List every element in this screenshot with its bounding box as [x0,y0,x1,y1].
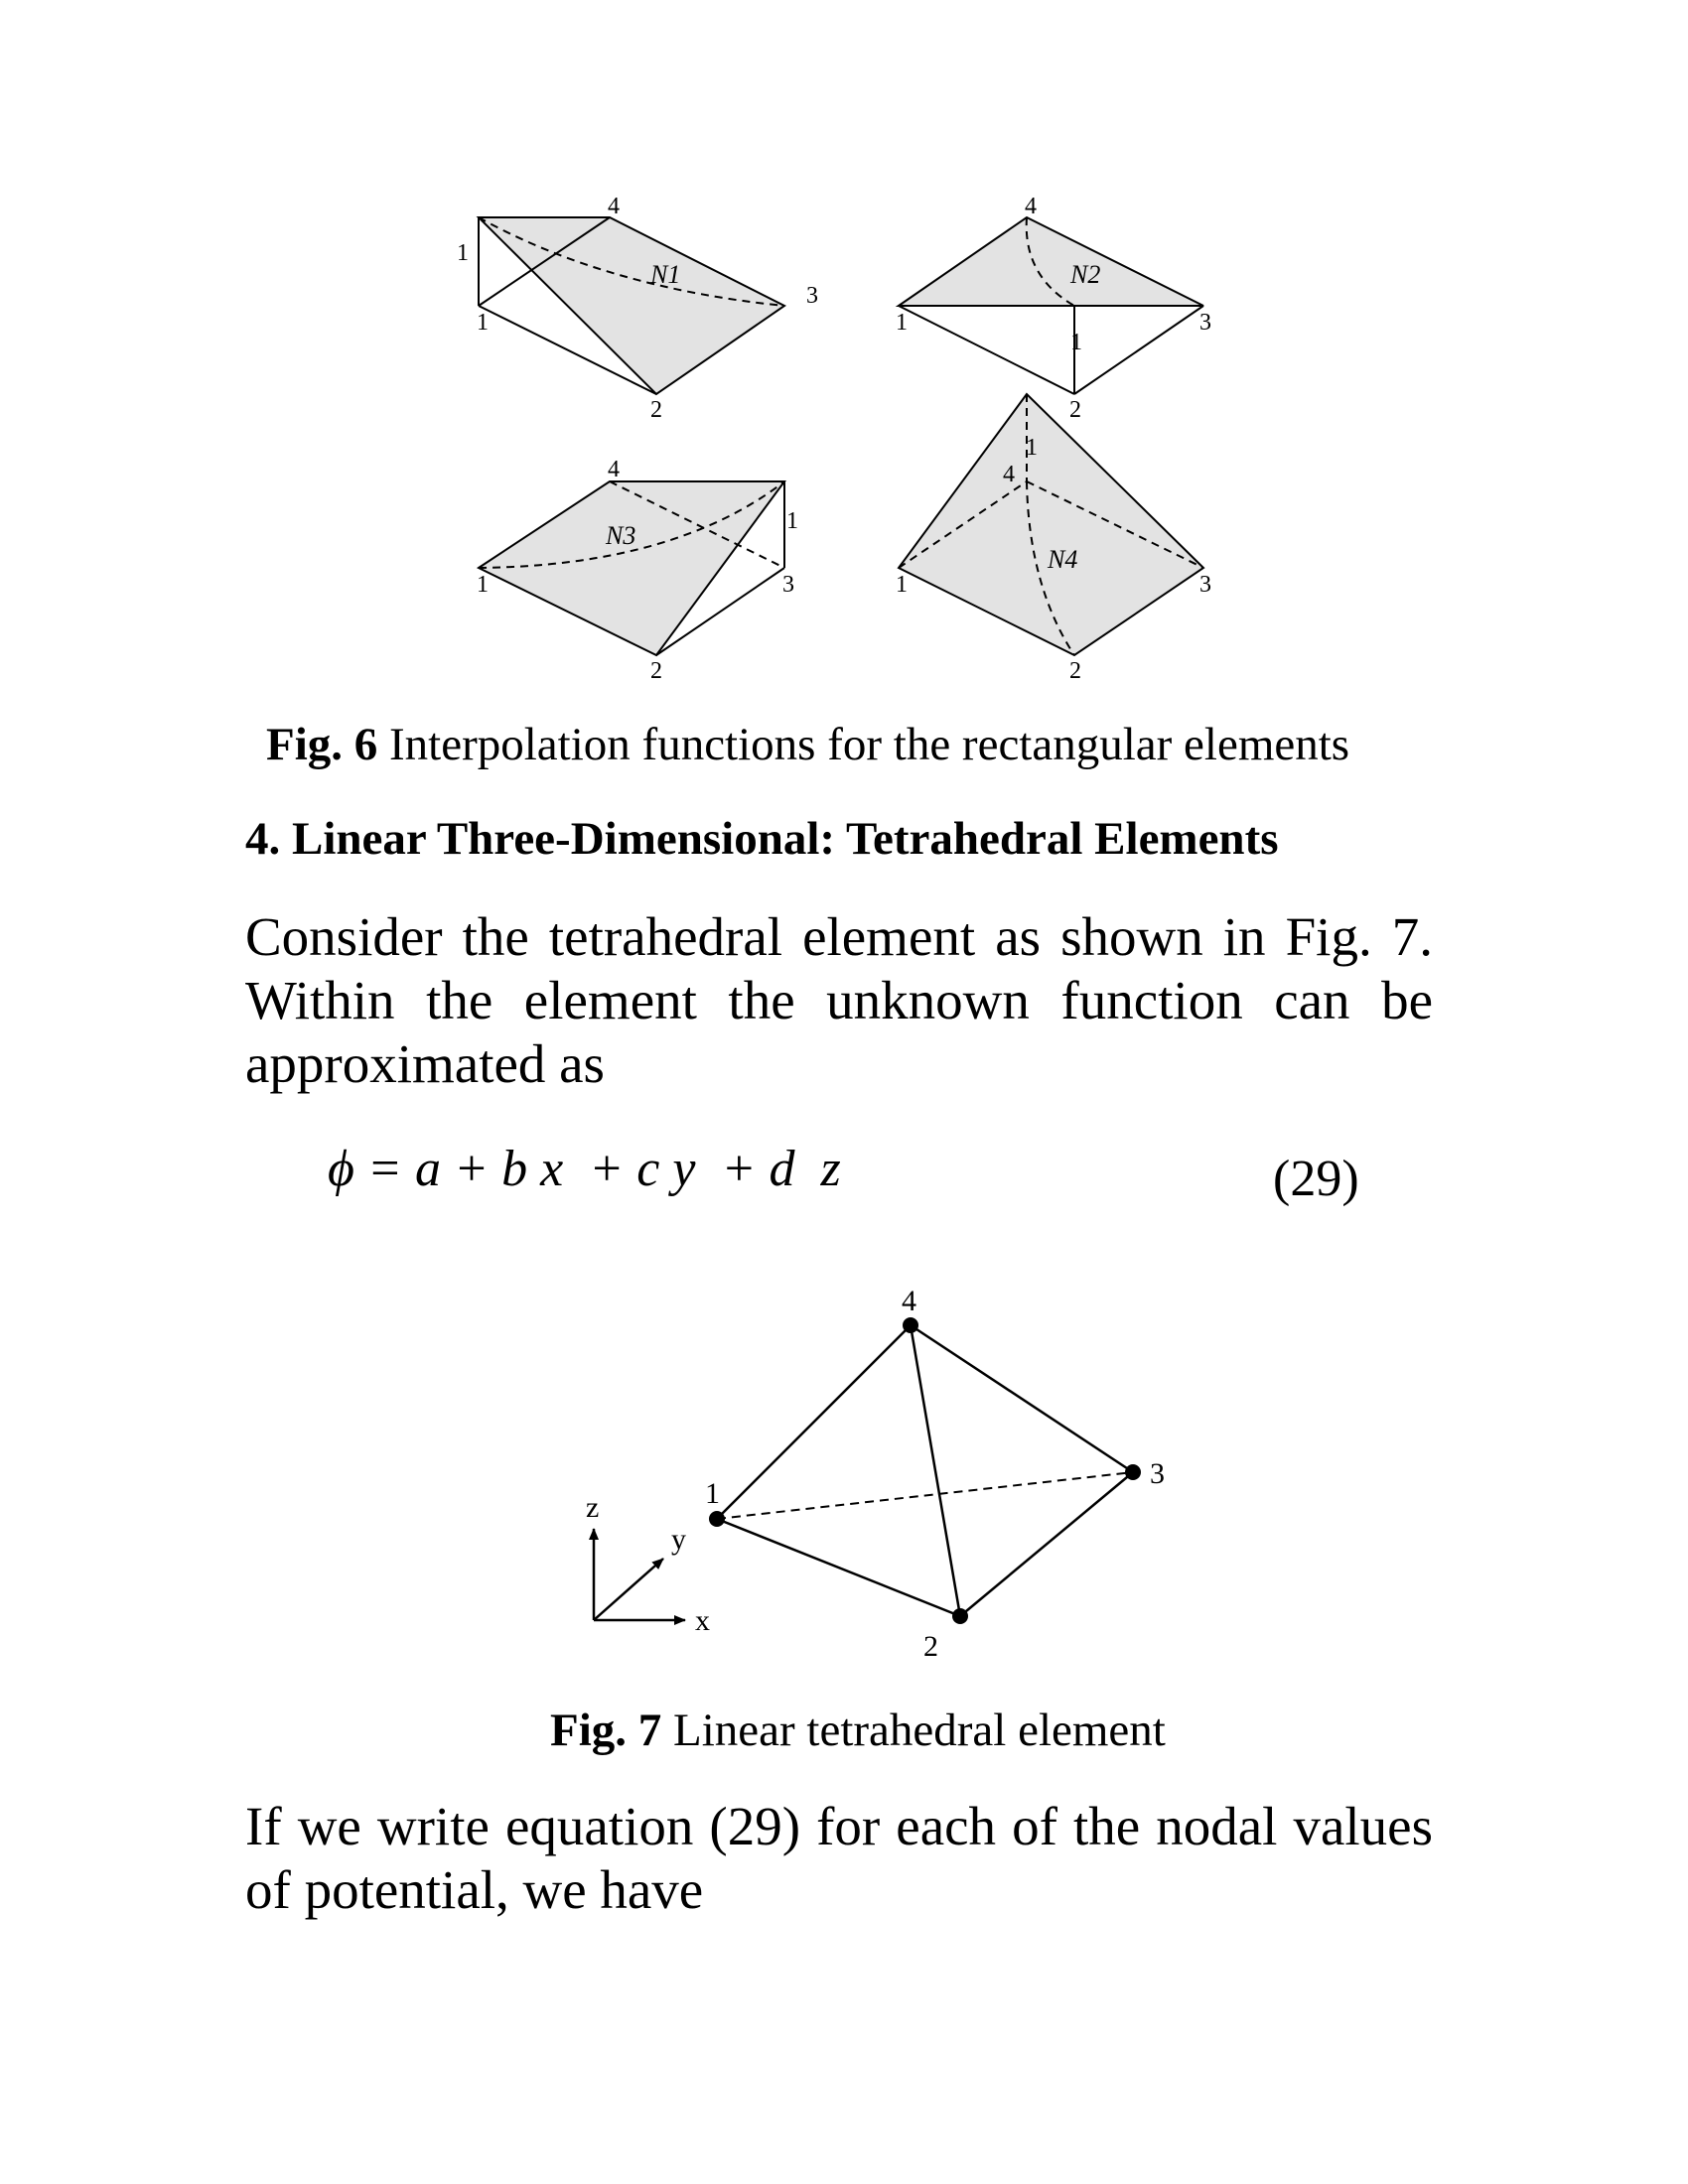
n1-label-1-height: 1 [457,240,469,266]
n4-label-1-height: 1 [1026,435,1038,461]
n2-edge [1074,306,1203,394]
n3-label-1-height: 1 [786,508,798,534]
axis-label-y: y [671,1523,686,1556]
n2-label-2: 2 [1069,397,1081,423]
node-2 [952,1608,968,1624]
n1-label-2: 2 [650,397,662,423]
n3-label-2: 2 [650,658,662,684]
equation-number: (29) [1273,1151,1359,1207]
tetra-edge-1-2 [717,1519,960,1616]
equation-29: ϕ = a + b x + c y + d z [328,1141,841,1197]
n2-function-label: N2 [1070,260,1101,289]
n2-label-1: 1 [896,310,908,336]
tetra-edge-2-3 [960,1472,1133,1616]
n1-shaded-face [479,217,784,394]
n1-function-label: N1 [650,260,681,289]
fig6-caption [266,717,1349,772]
n4-shaded-face [899,394,1203,655]
section-heading: 4. Linear Three-Dimensional: Tetrahedral Elements [245,813,1279,865]
fig7-caption [550,1703,1166,1758]
tetra-edge-4-3 [911,1325,1133,1472]
n1-label-4: 4 [608,194,620,219]
fig6-panel-n4 [896,394,1211,684]
n2-shaded-face [899,217,1203,306]
n2-label-4: 4 [1025,194,1037,219]
fig6-panel-n2 [896,194,1211,423]
n3-label-3: 3 [782,572,794,598]
fig6-panel-n1 [457,194,818,423]
node-1 [709,1511,725,1527]
n1-label-3: 3 [806,283,818,309]
paragraph-2: If we write equation (29) for each of the nodal values of potential, we have [245,1796,1433,1920]
axis-label-x: x [695,1604,710,1637]
n4-label-3: 3 [1199,572,1211,598]
paragraph-1: Consider the tetrahedral element as shown in Fig. 7. Within the element the unknown function can be approximated as [245,906,1433,1094]
fig7-caption-text: Linear tetrahedral element [661,1705,1166,1756]
n4-label-4: 4 [1003,462,1015,487]
y-axis-arrow [594,1559,663,1620]
n4-label-2: 2 [1069,658,1081,684]
n2-label-1-height: 1 [1070,330,1082,355]
fig6-diagram [437,189,1251,705]
n3-function-label: N3 [606,521,636,550]
axis-label-z: z [586,1491,600,1524]
n1-label-1: 1 [477,310,489,336]
fig7-diagram [556,1271,1211,1668]
fig6-caption-label: Fig. 6 [266,719,378,770]
node-3 [1125,1464,1141,1480]
node-label-1: 1 [705,1477,720,1510]
node-4 [903,1317,918,1333]
n4-function-label: N4 [1048,545,1078,574]
tetra-edge-1-4 [717,1325,911,1519]
fig6-panel-n3 [477,457,798,684]
n2-edge [899,306,1074,394]
fig7-caption-label: Fig. 7 [550,1705,662,1756]
n2-label-3: 3 [1199,310,1211,336]
n3-label-1: 1 [477,572,489,598]
node-label-2: 2 [923,1630,938,1663]
n3-label-4: 4 [608,457,620,482]
n3-shaded-face [479,481,784,655]
n4-label-1: 1 [896,572,908,598]
tetra-edge-4-2 [911,1325,960,1616]
node-label-3: 3 [1150,1457,1165,1490]
node-label-4: 4 [902,1285,916,1317]
fig6-caption-text: Interpolation functions for the rectangular elements [377,719,1350,770]
tetra-hidden-edge-1-3 [717,1472,1133,1519]
